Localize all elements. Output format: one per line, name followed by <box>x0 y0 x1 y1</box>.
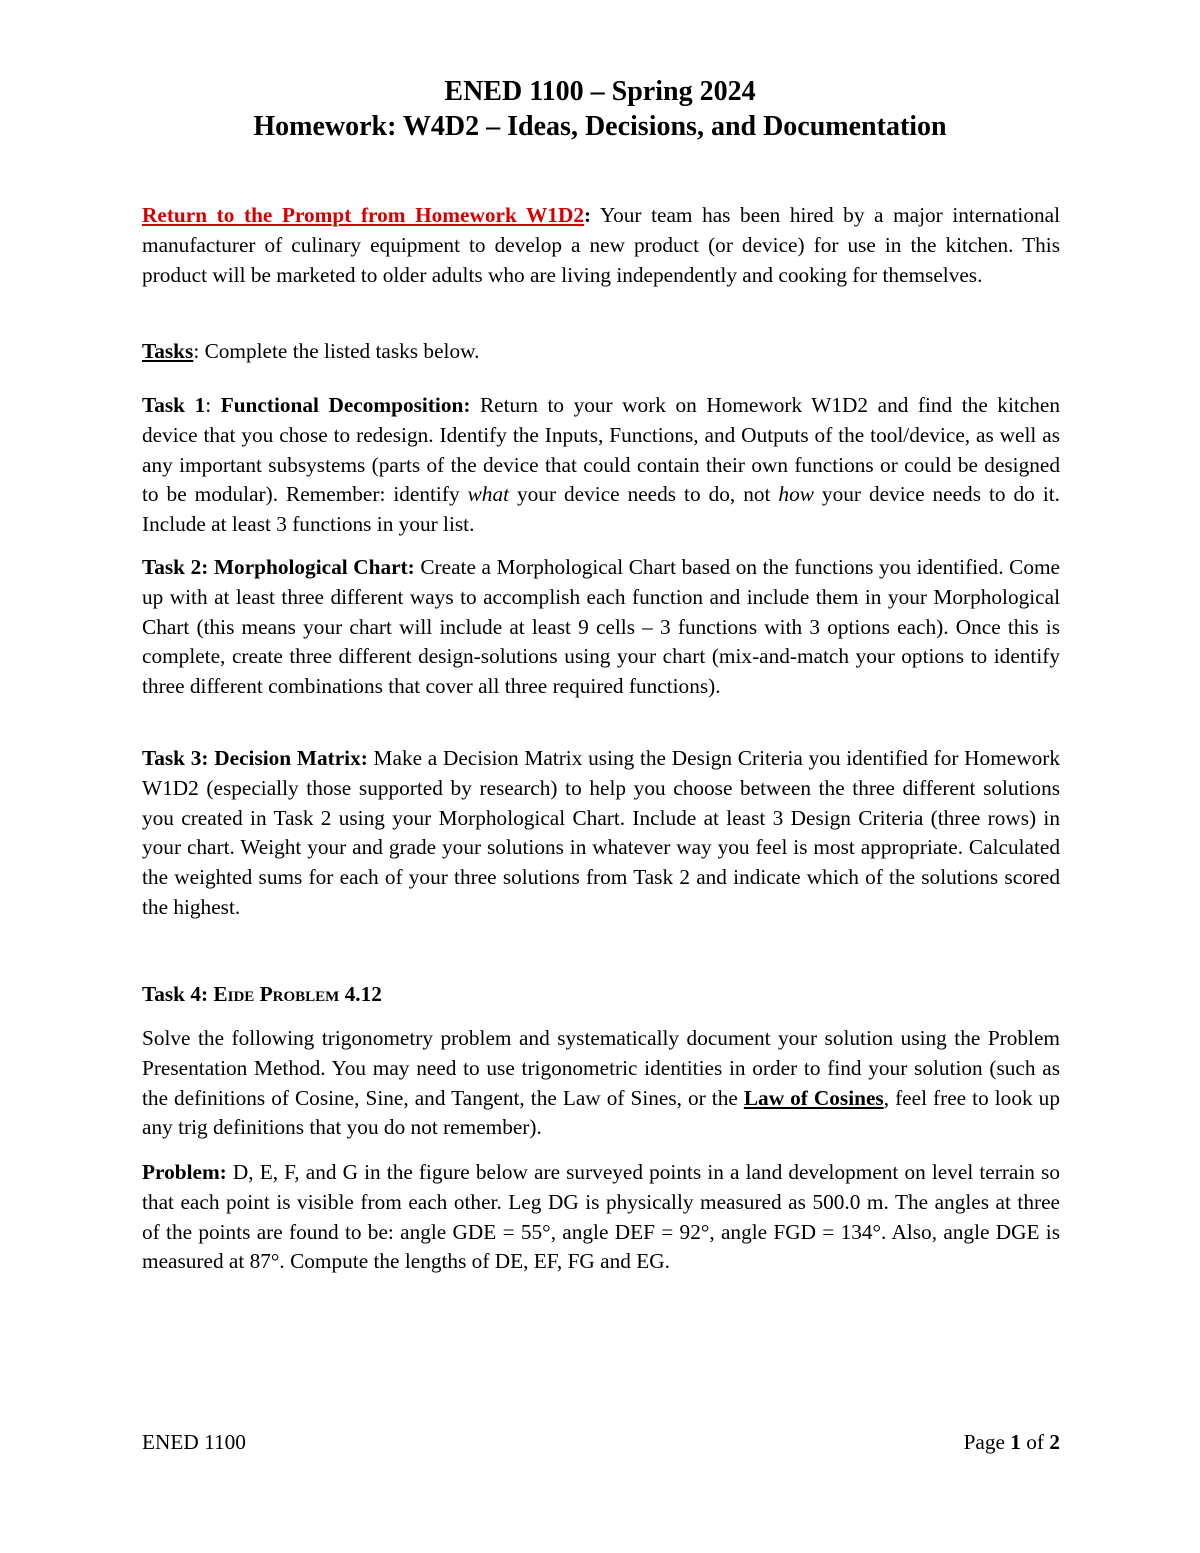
homework-title: Homework: W4D2 – Ideas, Decisions, and Documentation <box>253 111 947 142</box>
task1-emph-how: how <box>778 482 814 507</box>
tasks-intro-body: : Complete the listed tasks below. <box>193 339 480 363</box>
task3-heading: Task 3: Decision Matrix: <box>142 746 368 770</box>
intro-body: Your team has been hired by a major international manufacturer of culinary equipment to develop a new product (or device) for use in the kitchen. This product will be marketed to older adults who are living independently and cooking for themselves. <box>142 203 1060 287</box>
problem-label: Problem: <box>142 1160 227 1184</box>
task1-label: Task 1 <box>142 393 206 417</box>
task4-body-2: , feel free to look up any trig definitions that you do not remember). <box>142 1085 1060 1140</box>
intro-paragraph <box>142 201 1060 290</box>
task1-paragraph <box>142 391 1060 540</box>
task4-paragraph <box>142 1024 1060 1143</box>
problem-paragraph <box>142 1158 1060 1277</box>
task2-heading: Task 2: Morphological Chart: <box>142 555 415 579</box>
footer-course: ENED 1100 <box>142 1430 246 1454</box>
course-title: ENED 1100 – Spring 2024 <box>444 76 756 107</box>
task1-emph-what: what <box>467 482 510 507</box>
task3-paragraph <box>142 744 1060 923</box>
task1-colon: : <box>205 393 212 417</box>
task3-body: Make a Decision Matrix using the Design Criteria you identified for Homework W1D2 (especially those supported by research) to help you choose between the three different solutions you created in Task 2 using your Morphological Chart. Include at least 3 Design Criteria (three rows) in your chart. Weight your and grade your solutions in whatever way you feel is most appropriate. Calculated the weighted sums for each of your three solutions from Task 2 and indicate which of the solutions scored the highest. <box>142 746 1060 919</box>
page-current: 1 <box>1010 1430 1021 1454</box>
task1-body-3: your device needs to do it. Include at least 3 functions in your list. <box>142 482 1060 537</box>
tasks-label: Tasks <box>142 339 194 363</box>
task4-heading-title: Eide Problem 4.12 <box>213 982 382 1006</box>
page-prefix: Page <box>963 1430 1011 1454</box>
page-total: 2 <box>1049 1430 1060 1454</box>
task4-heading-prefix: Task 4: <box>142 982 214 1006</box>
law-of-cosines-link[interactable]: Law of Cosines <box>743 1085 884 1110</box>
task1-body-1: Return to your work on Homework W1D2 and find the kitchen device that you chose to redesign. Identify the Inputs, Functions, and Outputs of the tool/device, as well as any important subsystems (parts of the device that could contain their own functions or could be designed to be modular). Remember: identify <box>142 393 1060 507</box>
task2-paragraph <box>142 553 1060 702</box>
problem-body: D, E, F, and G in the figure below are surveyed points in a land development on level terrain so that each point is visible from each other. Leg DG is physically measured as 500.0 m. The angles at three of the points are found to be: angle GDE = 55°, angle DEF = 92°, angle FGD = 134°. Also, angle DGE is measured at 87°. Compute the lengths of DE, EF, FG and EG. <box>142 1160 1060 1274</box>
page-number <box>964 1428 1060 1458</box>
prompt-link[interactable]: Return to the Prompt from Homework W1D2 <box>142 203 584 227</box>
page-mid: of <box>1020 1430 1050 1454</box>
task1-body-2: your device needs to do, not <box>509 482 779 507</box>
task2-body: Create a Morphological Chart based on the functions you identified. Come up with at least three different ways to accomplish each function and include them in your Morphological Chart (this means your chart will include at least 9 cells – 3 functions with 3 options each). Once this is complete, create three different design-solutions using your chart (mix-and-match your options to identify three different combinations that cover all three required functions). <box>142 555 1060 699</box>
task4-body-1: Solve the following trigonometry problem and systematically document your solution using the Problem Presentation Method. You may need to use trigonometric identities in order to find your solution (such as the definitions of Cosine, Sine, and Tangent, the Law of Sines, or the <box>142 1026 1060 1110</box>
tasks-intro <box>142 337 1060 367</box>
intro-colon: : <box>583 203 592 227</box>
task4-heading <box>142 980 1060 1010</box>
task1-heading: Functional Decomposition: <box>211 393 471 417</box>
